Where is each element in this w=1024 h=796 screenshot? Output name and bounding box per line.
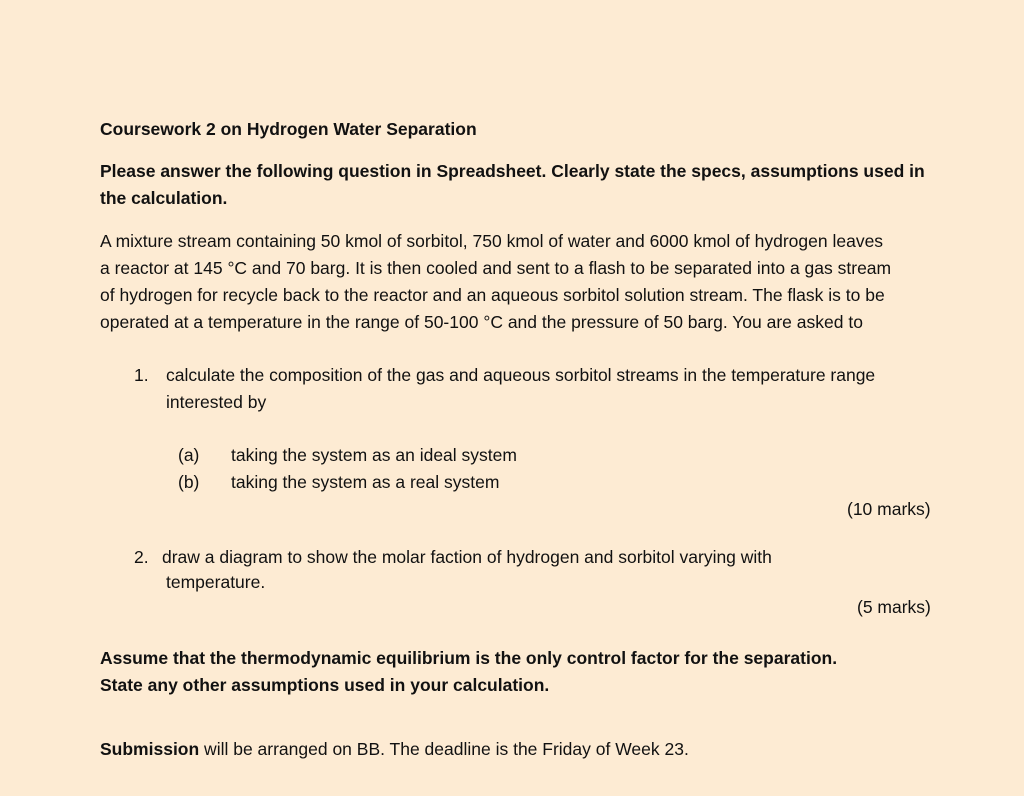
question-1-line: calculate the composition of the gas and aqueous sorbitol streams in the temperature range <box>166 365 876 385</box>
instruction-line: the calculation. <box>100 188 228 208</box>
submission-label: Submission <box>100 739 200 759</box>
problem-line: A mixture stream containing 50 kmol of sorbitol, 750 kmol of water and 6000 kmol of hydrogen leaves <box>100 231 884 251</box>
assumption-paragraph <box>100 645 940 699</box>
question-2-line: draw a diagram to show the molar faction of hydrogen and sorbitol varying with <box>162 547 772 567</box>
question-2-marks: (5 marks) <box>857 597 931 617</box>
submission-text: will be arranged on BB. The deadline is the Friday of Week 23. <box>199 739 689 759</box>
assumption-line: State any other assumptions used in your calculation. <box>100 675 550 695</box>
problem-line: operated at a temperature in the range of 50-100 °C and the pressure of 50 barg. You are asked to <box>100 312 863 332</box>
subquestion-b-label: (b) <box>178 472 200 492</box>
problem-line: a reactor at 145 °C and 70 barg. It is then cooled and sent to a flash to be separated into a gas stream <box>100 258 892 278</box>
problem-paragraph <box>100 228 940 336</box>
question-1-line: interested by <box>166 392 267 412</box>
page-title: Coursework 2 on Hydrogen Water Separation <box>100 119 477 139</box>
instruction-line: Please answer the following question in Spreadsheet. Clearly state the specs, assumptions used in <box>100 161 925 181</box>
assumption-line: Assume that the thermodynamic equilibrium is the only control factor for the separation. <box>100 648 838 668</box>
question-2-number: 2. <box>134 547 149 567</box>
subquestion-a-text: taking the system as an ideal system <box>231 445 517 465</box>
question-1-marks: (10 marks) <box>847 499 931 519</box>
subquestion-b-text: taking the system as a real system <box>231 472 500 492</box>
problem-line: of hydrogen for recycle back to the reactor and an aqueous sorbitol solution stream. The flask is to be <box>100 285 885 305</box>
question-1-number: 1. <box>134 365 149 385</box>
question-2-line: temperature. <box>166 572 266 592</box>
subquestion-a-label: (a) <box>178 445 200 465</box>
submission-line <box>100 736 689 763</box>
instruction-paragraph <box>100 158 940 212</box>
